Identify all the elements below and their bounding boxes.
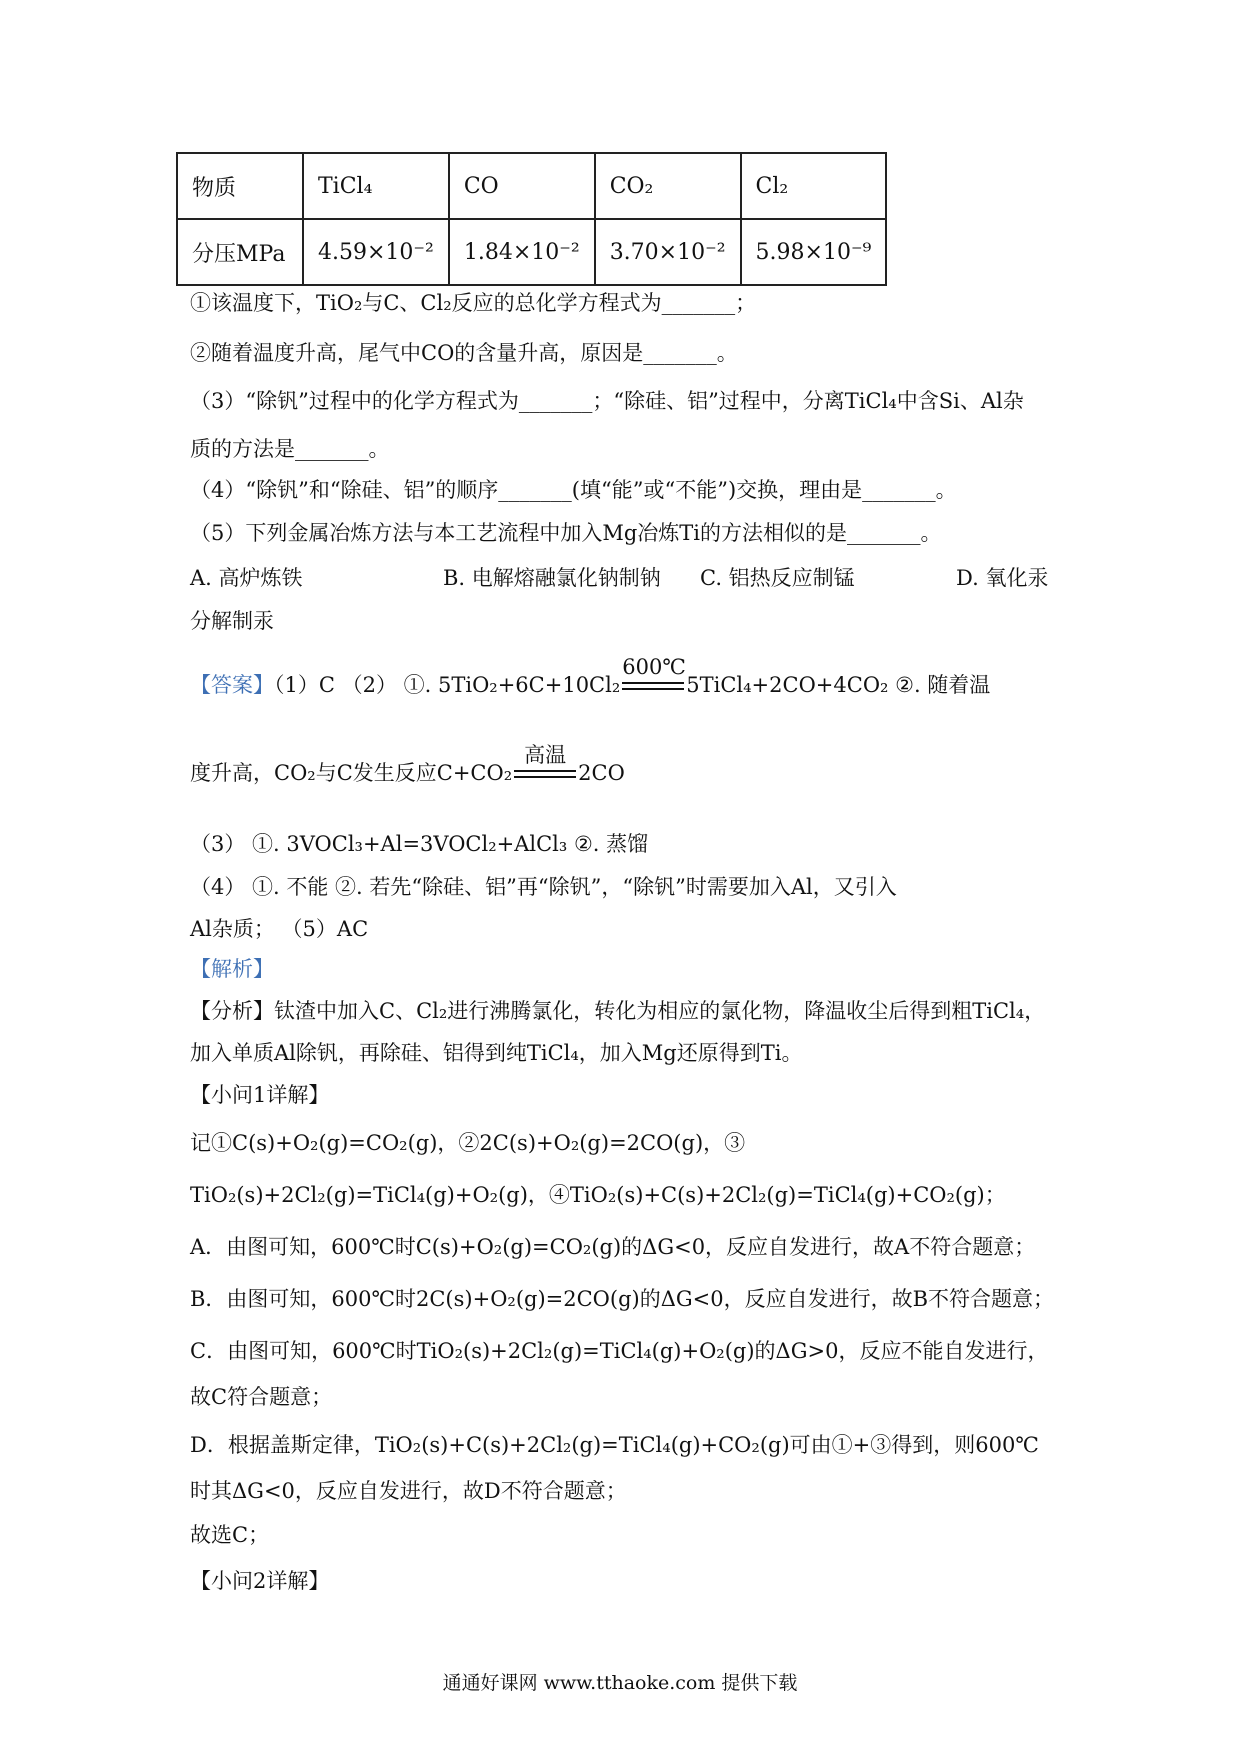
table-cell: 物质 xyxy=(177,153,303,219)
option-a: A. 高炉炼铁 xyxy=(190,566,303,590)
answer-text: 5TiCl₄+2CO+4CO₂ ②. 随着温 xyxy=(686,673,991,697)
table-cell: CO xyxy=(449,153,595,219)
table-cell: TiCl₄ xyxy=(303,153,449,219)
section-label: 【小问2详解】 xyxy=(190,1569,330,1593)
question-line: 质的方法是_______。 xyxy=(190,437,390,461)
option-d-continued: 分解制汞 xyxy=(190,609,274,633)
analysis-line: 时其ΔG<0，反应自发进行，故D不符合题意； xyxy=(190,1479,627,1503)
reaction-arrow xyxy=(514,742,576,784)
option-d: D. 氧化汞 xyxy=(956,566,1049,590)
table-cell: 4.59×10⁻² xyxy=(303,219,449,285)
analysis-line: 故C符合题意； xyxy=(190,1385,333,1409)
answer-line xyxy=(190,654,991,700)
section-label: 【解析】 xyxy=(190,957,274,981)
table-header-row xyxy=(177,153,886,219)
option-b: B. 电解熔融氯化钠制钠 xyxy=(443,566,661,590)
table-cell: 1.84×10⁻² xyxy=(449,219,595,285)
analysis-line: 记①C(s)+O₂(g)=CO₂(g)，②2C(s)+O₂(g)=2CO(g)，③ xyxy=(190,1131,746,1155)
question-line: ②随着温度升高，尾气中CO的含量升高，原因是_______。 xyxy=(190,341,738,365)
table-cell: 5.98×10⁻⁹ xyxy=(741,219,887,285)
question-line: （3）“除钒”过程中的化学方程式为_______；“除硅、铝”过程中，分离TiCl₄中含Si、Al杂 xyxy=(190,389,1024,413)
answer-line: （4） ①. 不能 ②. 若先“除硅、铝”再“除钒”，“除钒”时需要加入Al，又引入 xyxy=(190,875,897,899)
analysis-line: TiO₂(s)+2Cl₂(g)=TiCl₄(g)+O₂(g)，④TiO₂(s)+C(s)+2Cl₂(g)=TiCl₄(g)+CO₂(g)； xyxy=(190,1183,1006,1207)
question-line: （4）“除钒”和“除硅、铝”的顺序_______(填“能”或“不能”)交换，理由是_______。 xyxy=(190,478,957,502)
table-cell: 分压MPa xyxy=(177,219,303,285)
analysis-line: C．由图可知，600℃时TiO₂(s)+2Cl₂(g)=TiCl₄(g)+O₂(g)的ΔG>0，反应不能自发进行， xyxy=(190,1339,1049,1363)
analysis-line: B．由图可知，600℃时2C(s)+O₂(g)=2CO(g)的ΔG<0，反应自发进行，故B不符合题意； xyxy=(190,1287,1055,1311)
table-cell: Cl₂ xyxy=(741,153,887,219)
analysis-line: A．由图可知，600℃时C(s)+O₂(g)=CO₂(g)的ΔG<0，反应自发进行，故A不符合题意； xyxy=(190,1235,1036,1259)
option-c: C. 铝热反应制锰 xyxy=(700,566,855,590)
question-line: （5）下列金属冶炼方法与本工艺流程中加入Mg冶炼Ti的方法相似的是_______。 xyxy=(190,521,942,545)
section-label: 【小问1详解】 xyxy=(190,1083,330,1107)
reaction-arrow xyxy=(622,654,686,696)
table-cell: CO₂ xyxy=(595,153,741,219)
page-footer: 通通好课网 www.tthaoke.com 提供下载 xyxy=(442,1672,798,1694)
partial-pressure-table xyxy=(176,152,887,286)
table-row xyxy=(177,219,886,285)
table-cell: 3.70×10⁻² xyxy=(595,219,741,285)
answer-line: （3） ①. 3VOCl₃+Al=3VOCl₂+AlCl₃ ②. 蒸馏 xyxy=(190,832,649,856)
analysis-line: 【分析】钛渣中加入C、Cl₂进行沸腾氯化，转化为相应的氯化物，降温收尘后得到粗TiCl₄， xyxy=(190,999,1046,1023)
answer-text: 度升高，CO₂与C发生反应C+CO₂ xyxy=(190,761,513,785)
analysis-line: D．根据盖斯定律，TiO₂(s)+C(s)+2Cl₂(g)=TiCl₄(g)+CO₂(g)可由①+③得到，则600℃ xyxy=(190,1433,1039,1457)
answer-line xyxy=(190,742,625,788)
question-line: ①该温度下，TiO₂与C、Cl₂反应的总化学方程式为_______； xyxy=(190,291,757,315)
analysis-line: 故选C； xyxy=(190,1523,270,1547)
answer-text: （1）C （2） ①. 5TiO₂+6C+10Cl₂ xyxy=(274,673,621,697)
answer-text: 2CO xyxy=(578,761,625,785)
answer-label: 【答案】 xyxy=(190,673,274,697)
answer-line: Al杂质； （5）AC xyxy=(190,917,369,941)
analysis-line: 加入单质Al除钒，再除硅、铝得到纯TiCl₄，加入Mg还原得到Ti。 xyxy=(190,1041,803,1065)
reaction-condition: 600℃ xyxy=(622,654,686,679)
reaction-condition: 高温 xyxy=(524,742,567,767)
